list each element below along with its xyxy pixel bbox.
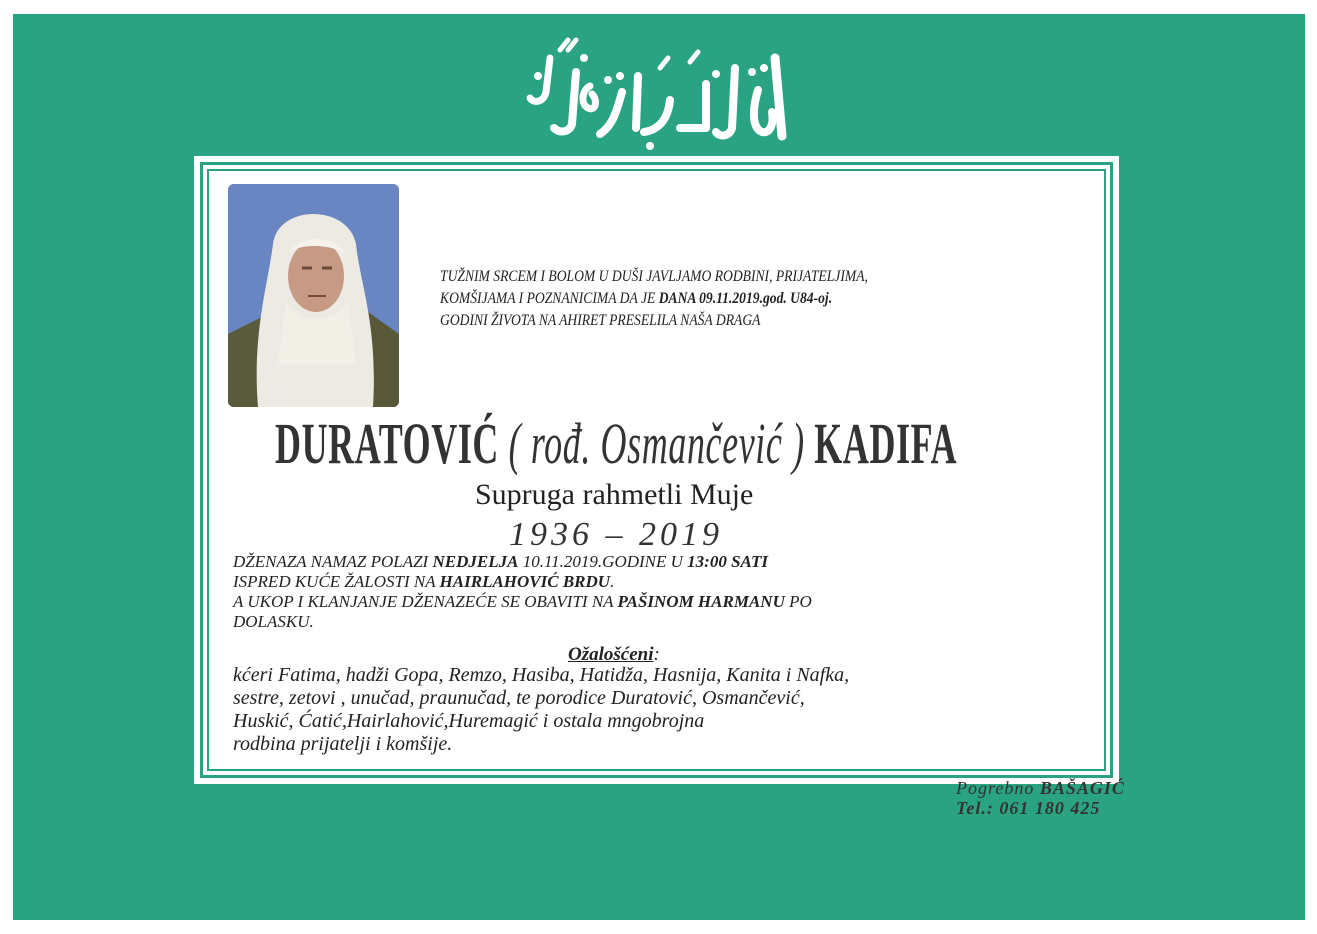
- mourners-heading: Ožalošćeni:: [568, 644, 660, 665]
- funeral-line: ISPRED KUĆE ŽALOSTI NA HAIRLAHOVIĆ BRDU.: [233, 572, 615, 591]
- deceased-name: [275, 410, 957, 477]
- mourners-line: Huskić, Ćatić,Hairlahović,Huremagić i ostala mngobrojna: [233, 710, 705, 732]
- mourners-line: rodbina prijatelji i komšije.: [233, 733, 453, 755]
- mourners-line: sestre, zetovi , unučad, praunučad, te porodice Duratović, Osmančević,: [233, 687, 805, 709]
- funeral-line: DŽENAZA NAMAZ POLAZI NEDJELJA 10.11.2019.GODINE U 13:00 SATI: [233, 552, 768, 571]
- life-years: 1936 – 2019: [509, 516, 723, 553]
- intro-line: KOMŠIJAMA I POZNANICIMA DA JE DANA 09.11.2019.god. U84-oj.: [440, 290, 833, 307]
- surname: DURATOVIĆ: [275, 411, 500, 476]
- intro-line: TUŽNIM SRCEM I BOLOM U DUŠI JAVLJAMO RODBINI, PRIJATELJIMA,: [440, 268, 868, 285]
- first-name: KADIFA: [814, 411, 958, 476]
- funeral-line: DOLASKU.: [233, 612, 314, 631]
- arabic-calligraphy: [520, 28, 810, 158]
- mourners-list: [233, 664, 849, 756]
- funeral-home: [956, 778, 1125, 818]
- deceased-photo: [228, 184, 399, 407]
- funeral-home-name: Pogrebno BAŠAGIĆ: [956, 778, 1125, 798]
- funeral-home-phone: Tel.: 061 180 425: [956, 798, 1101, 818]
- intro-line: GODINI ŽIVOTA NA AHIRET PRESELILA NAŠA DRAGA: [440, 312, 761, 329]
- maiden-name: ( rođ. Osmančević ): [508, 411, 805, 476]
- funeral-line: A UKOP I KLANJANJE DŽENAZEĆE SE OBAVITI NA PAŠINOM HARMANU PO: [233, 592, 812, 611]
- funeral-details: [233, 552, 812, 632]
- mourners-line: kćeri Fatima, hadži Gopa, Remzo, Hasiba, Hatidža, Hasnija, Kanita i Nafka,: [233, 664, 850, 686]
- spouse-line: Supruga rahmetli Muje: [475, 478, 754, 511]
- announcement-intro: [440, 266, 882, 332]
